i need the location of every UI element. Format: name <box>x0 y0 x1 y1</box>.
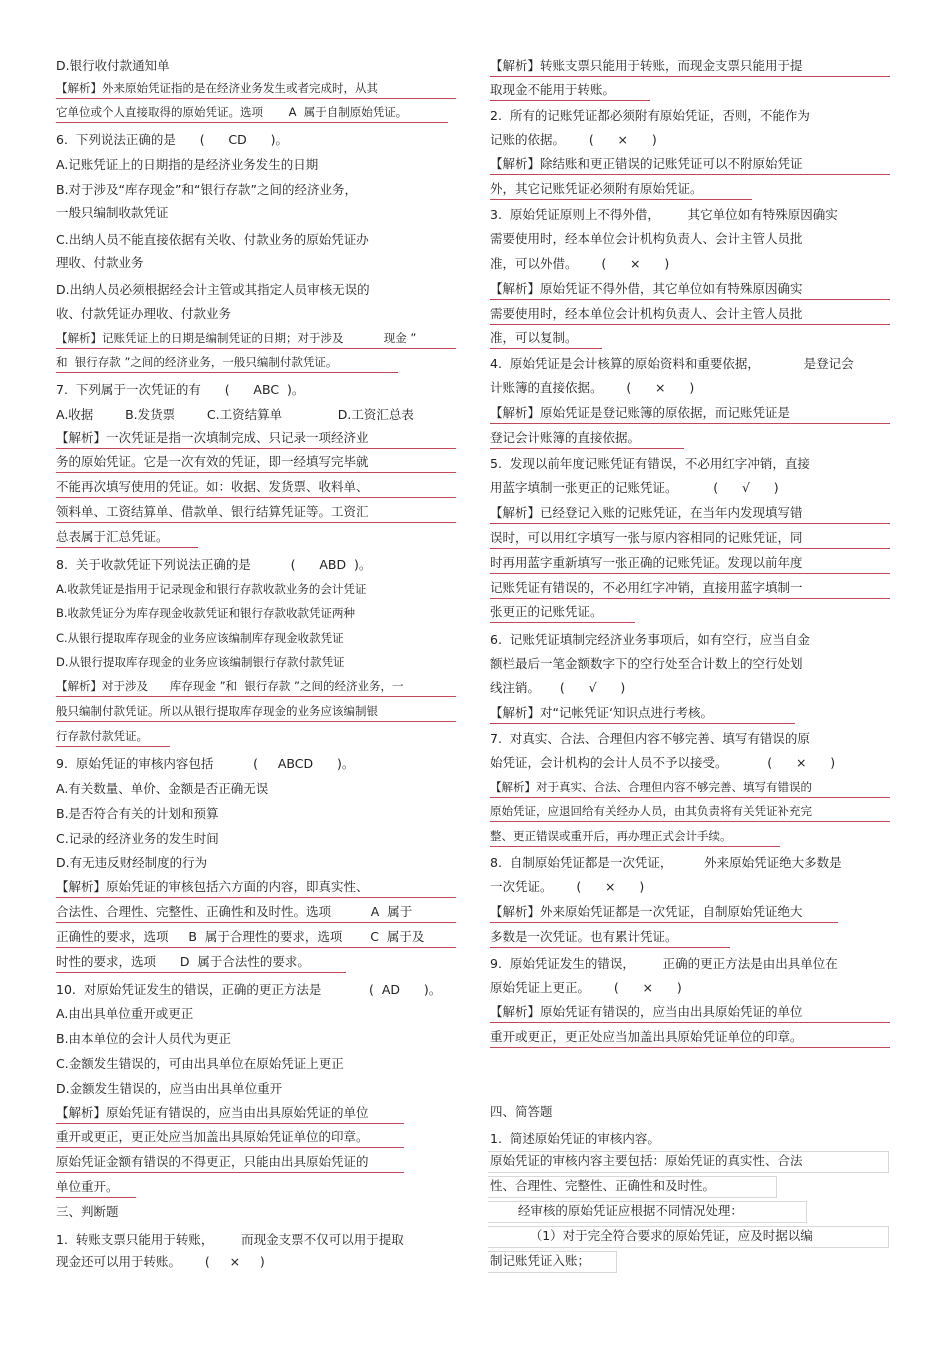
text-line: 性、合理性、完整性、正确性和及时性。 <box>490 1178 716 1193</box>
underline-rule <box>56 522 456 523</box>
text-line: B.由本单位的会计人员代为更正 <box>56 1031 232 1046</box>
text-line: 1. 简述原始凭证的审核内容。 <box>490 1131 660 1146</box>
underline-rule <box>56 746 170 747</box>
text-line: 记账凭证有错误的，不必用红字冲销，直接用蓝字填制一 <box>490 580 803 595</box>
text-line: D.从银行提取库存现金的业务应该编制银行存款付款凭证 <box>56 655 345 669</box>
underline-rule <box>56 448 456 449</box>
underline-rule <box>490 76 890 77</box>
text-line: 原始凭证，应退回给有关经办人员，由其负责将有关凭证补充完 <box>490 804 812 818</box>
underline-rule <box>490 174 890 175</box>
text-line: C.出纳人员不能直接依据有关收、付款业务的原始凭证办 <box>56 232 369 247</box>
underline-rule <box>56 122 448 123</box>
text-line: 【解析】对于真实、合法、合理但内容不够完善、填写有错误的 <box>490 780 812 794</box>
text-line: 【解析】原始凭证有错误的，应当由出具原始凭证的单位 <box>56 1105 369 1120</box>
text-line: 它单位或个人直接取得的原始凭证。选项 A 属于自制原始凭证。 <box>56 105 408 119</box>
text-line: 10. 对原始凭证发生的错误，正确的更正方法是 ( AD )。 <box>56 982 442 997</box>
text-line: 9. 原始凭证的审核内容包括 ( ABCD )。 <box>56 756 355 771</box>
underline-rule <box>56 922 456 923</box>
underline-rule <box>490 598 890 599</box>
text-line: 务的原始凭证。它是一次有效的凭证，即一经填写完毕就 <box>56 454 369 469</box>
underline-rule <box>56 696 456 697</box>
text-line: 线注销。 ( √ ) <box>490 680 626 695</box>
text-line: A.收据 B.发货票 C.工资结算单 D.工资汇总表 <box>56 407 414 422</box>
underline-rule <box>490 846 780 847</box>
text-line: 正确性的要求，选项 B 属于合理性的要求，选项 C 属于及 <box>56 929 425 944</box>
underline-rule <box>490 324 890 325</box>
underline-rule <box>490 622 635 623</box>
underline-rule <box>490 448 684 449</box>
text-line: C.金额发生错误的，可由出具单位在原始凭证上更正 <box>56 1056 344 1071</box>
text-line: 【解析】原始凭证的审核包括六方面的内容，即真实性、 <box>56 879 369 894</box>
text-line: 【解析】对于涉及 库存现金 ”和 银行存款 ”之间的经济业务，一 <box>56 679 404 693</box>
text-line: 【解析】原始凭证不得外借，其它单位如有特殊原因确实 <box>490 281 803 296</box>
underline-rule <box>56 547 198 548</box>
underline-rule <box>490 100 650 101</box>
text-line: 【解析】除结账和更正错误的记账凭证可以不附原始凭证 <box>490 156 803 171</box>
underline-rule <box>490 797 890 798</box>
text-line: 【解析】外来原始凭证指的是在经济业务发生或者完成时，从其 <box>56 81 378 95</box>
text-line: 3. 原始凭证原则上不得外借， 其它单位如有特殊原因确实 <box>490 207 838 222</box>
underline-rule <box>56 721 456 722</box>
text-line: 5. 发现以前年度记账凭证有错误，不必用红字冲销，直接 <box>490 456 810 471</box>
text-line: 时再用蓝字重新填写一张正确的记账凭证。发现以前年度 <box>490 555 803 570</box>
text-line: 登记会计账簿的直接依据。 <box>490 430 641 445</box>
text-line: 现金还可以用于转账。 ( × ) <box>56 1254 265 1269</box>
text-line: D.有无违反财经制度的行为 <box>56 855 208 870</box>
text-line: A.收款凭证是指用于记录现金和银行存款收款业务的会计凭证 <box>56 582 367 596</box>
text-line: 时性的要求，选项 D 属于合法性的要求。 <box>56 954 310 969</box>
text-line: 制记账凭证入账； <box>490 1253 591 1268</box>
underline-rule <box>490 1047 890 1048</box>
text-line: 【解析】一次凭证是指一次填制完成、只记录一项经济业 <box>56 430 369 445</box>
text-line: 8. 关于收款凭证下列说法正确的是 ( ABD )。 <box>56 557 372 572</box>
text-line: D.出纳人员必须根据经会计主管或其指定人员审核无误的 <box>56 282 370 297</box>
text-line: 合法性、合理性、完整性、正确性和及时性。选项 A 属于 <box>56 904 413 919</box>
text-line: 4. 原始凭证是会计核算的原始资料和重要依据， 是登记会 <box>490 356 854 371</box>
underline-rule <box>56 348 456 349</box>
underline-rule <box>56 1147 404 1148</box>
text-line: 2. 所有的记账凭证都必须附有原始凭证，否则，不能作为 <box>490 108 810 123</box>
text-line: 外，其它记账凭证必须附有原始凭证。 <box>490 181 703 196</box>
text-line: 6. 记账凭证填制完经济业务事项后，如有空行，应当自金 <box>490 632 810 647</box>
text-line: 【解析】原始凭证是登记账簿的原依据，而记账凭证是 <box>490 405 791 420</box>
text-line: 7. 对真实、合法、合理但内容不够完善、填写有错误的原 <box>490 731 810 746</box>
text-line: 领料单、工资结算单、借款单、银行结算凭证等。工资汇 <box>56 504 369 519</box>
text-line: 重开或更正，更正处应当加盖出具原始凭证单位的印章。 <box>490 1029 803 1044</box>
text-line: 不能再次填写使用的凭证。如：收据、发货票、收料单、 <box>56 479 369 494</box>
underline-rule <box>490 299 890 300</box>
text-line: 【解析】外来原始凭证都是一次凭证，自制原始凭证绝大 <box>490 904 803 919</box>
text-line: 始凭证，会计机构的会计人员不予以接受。 ( × ) <box>490 755 836 770</box>
underline-rule <box>56 1123 404 1124</box>
text-line: 三、判断题 <box>56 1204 119 1219</box>
underline-rule <box>490 348 602 349</box>
underline-rule <box>56 497 456 498</box>
text-line: B.是否符合有关的计划和预算 <box>56 806 219 821</box>
text-line: 一次凭证。 ( × ) <box>490 879 645 894</box>
text-line: 额栏最后一笔金额数字下的空行处至合计数上的空行处划 <box>490 656 803 671</box>
underline-rule <box>56 372 398 373</box>
text-line: 整、更正错误或重开后，再办理正式会计手续。 <box>490 829 732 843</box>
text-line: C.记录的经济业务的发生时间 <box>56 831 219 846</box>
text-line: 理收、付款业务 <box>56 255 144 270</box>
text-line: 原始凭证金额有错误的不得更正，只能由出具原始凭证的 <box>56 1154 369 1169</box>
underline-rule <box>490 922 838 923</box>
text-line: 四、简答题 <box>490 1104 553 1119</box>
underline-rule <box>490 423 890 424</box>
text-line: 准，可以外借。 ( × ) <box>490 256 670 271</box>
text-line: 需要使用时，经本单位会计机构负责人、会计主管人员批 <box>490 306 803 321</box>
text-line: 计账簿的直接依据。 ( × ) <box>490 380 695 395</box>
text-line: 需要使用时，经本单位会计机构负责人、会计主管人员批 <box>490 231 803 246</box>
text-line: 准，可以复制。 <box>490 330 578 345</box>
text-line: 一般只编制收款凭证 <box>56 205 169 220</box>
text-line: D.银行收付款通知单 <box>56 58 170 73</box>
text-line: 【解析】对“记帐凭证‘知识点进行考核。 <box>490 705 713 720</box>
text-line: 6. 下列说法正确的是 ( CD )。 <box>56 132 289 147</box>
text-line: C.从银行提取库存现金的业务应该编制库存现金收款凭证 <box>56 631 344 645</box>
underline-rule <box>56 897 456 898</box>
text-line: 【解析】记账凭证上的日期是编制凭证的日期；对于涉及 现金 ” <box>56 331 417 345</box>
text-line: 【解析】已经登记入账的记账凭证，在当年内发现填写错 <box>490 505 803 520</box>
underline-rule <box>490 573 890 574</box>
text-line: B.对于涉及“库存现金”和“银行存款”之间的经济业务， <box>56 182 357 197</box>
text-line: 经审核的原始凭证应根据不同情况处理： <box>490 1203 743 1218</box>
text-line: 行存款付款凭证。 <box>56 729 148 743</box>
underline-rule <box>490 821 890 822</box>
underline-rule <box>490 1022 890 1023</box>
text-line: 重开或更正，更正处应当加盖出具原始凭证单位的印章。 <box>56 1129 369 1144</box>
text-line: 【解析】转账支票只能用于转账，而现金支票只能用于提 <box>490 58 803 73</box>
underline-rule <box>490 723 795 724</box>
text-line: A.由出具单位重开或更正 <box>56 1006 194 1021</box>
text-line: 【解析】原始凭证有错误的，应当由出具原始凭证的单位 <box>490 1004 803 1019</box>
text-line: B.收款凭证分为库存现金收款凭证和银行存款收款凭证两种 <box>56 606 356 620</box>
text-line: （1）对于完全符合要求的原始凭证，应及时据以编 <box>490 1228 813 1243</box>
text-line: 误时，可以用红字填写一张与原内容相同的记账凭证，同 <box>490 530 803 545</box>
text-line: 原始凭证的审核内容主要包括：原始凭证的真实性、合法 <box>490 1153 803 1168</box>
text-line: A.记账凭证上的日期指的是经济业务发生的日期 <box>56 157 319 172</box>
text-line: 和 银行存款 ”之间的经济业务，一般只编制付款凭证。 <box>56 355 338 369</box>
text-line: D.金额发生错误的，应当由出具单位重开 <box>56 1081 283 1096</box>
underline-rule <box>56 947 456 948</box>
text-line: 取现金不能用于转账。 <box>490 82 616 97</box>
text-line: 多数是一次凭证。也有累计凭证。 <box>490 929 678 944</box>
text-line: 1. 转账支票只能用于转账， 而现金支票不仅可以用于提取 <box>56 1232 404 1247</box>
underline-rule <box>56 1172 404 1173</box>
text-line: A.有关数量、单价、金额是否正确无误 <box>56 781 269 796</box>
text-line: 张更正的记账凭证。 <box>490 604 603 619</box>
text-line: 单位重开。 <box>56 1179 119 1194</box>
text-line: 般只编制付款凭证。所以从银行提取库存现金的业务应该编制银 <box>56 704 378 718</box>
underline-rule <box>490 199 752 200</box>
text-line: 总表属于汇总凭证。 <box>56 529 169 544</box>
underline-rule <box>490 548 890 549</box>
underline-rule <box>490 523 890 524</box>
text-line: 用蓝字填制一张更正的记账凭证。 ( √ ) <box>490 480 779 495</box>
text-line: 8. 自制原始凭证都是一次凭证， 外来原始凭证绝大多数是 <box>490 855 842 870</box>
text-line: 9. 原始凭证发生的错误， 正确的更正方法是由出具单位在 <box>490 956 838 971</box>
underline-rule <box>490 947 730 948</box>
underline-rule <box>56 98 456 99</box>
text-line: 7. 下列属于一次凭证的有 ( ABC )。 <box>56 382 305 397</box>
text-line: 记账的依据。 ( × ) <box>490 132 657 147</box>
underline-rule <box>56 472 456 473</box>
underline-rule <box>56 1197 136 1198</box>
underline-rule <box>56 972 346 973</box>
text-line: 原始凭证上更正。 ( × ) <box>490 980 682 995</box>
text-line: 收、付款凭证办理收、付款业务 <box>56 306 232 321</box>
